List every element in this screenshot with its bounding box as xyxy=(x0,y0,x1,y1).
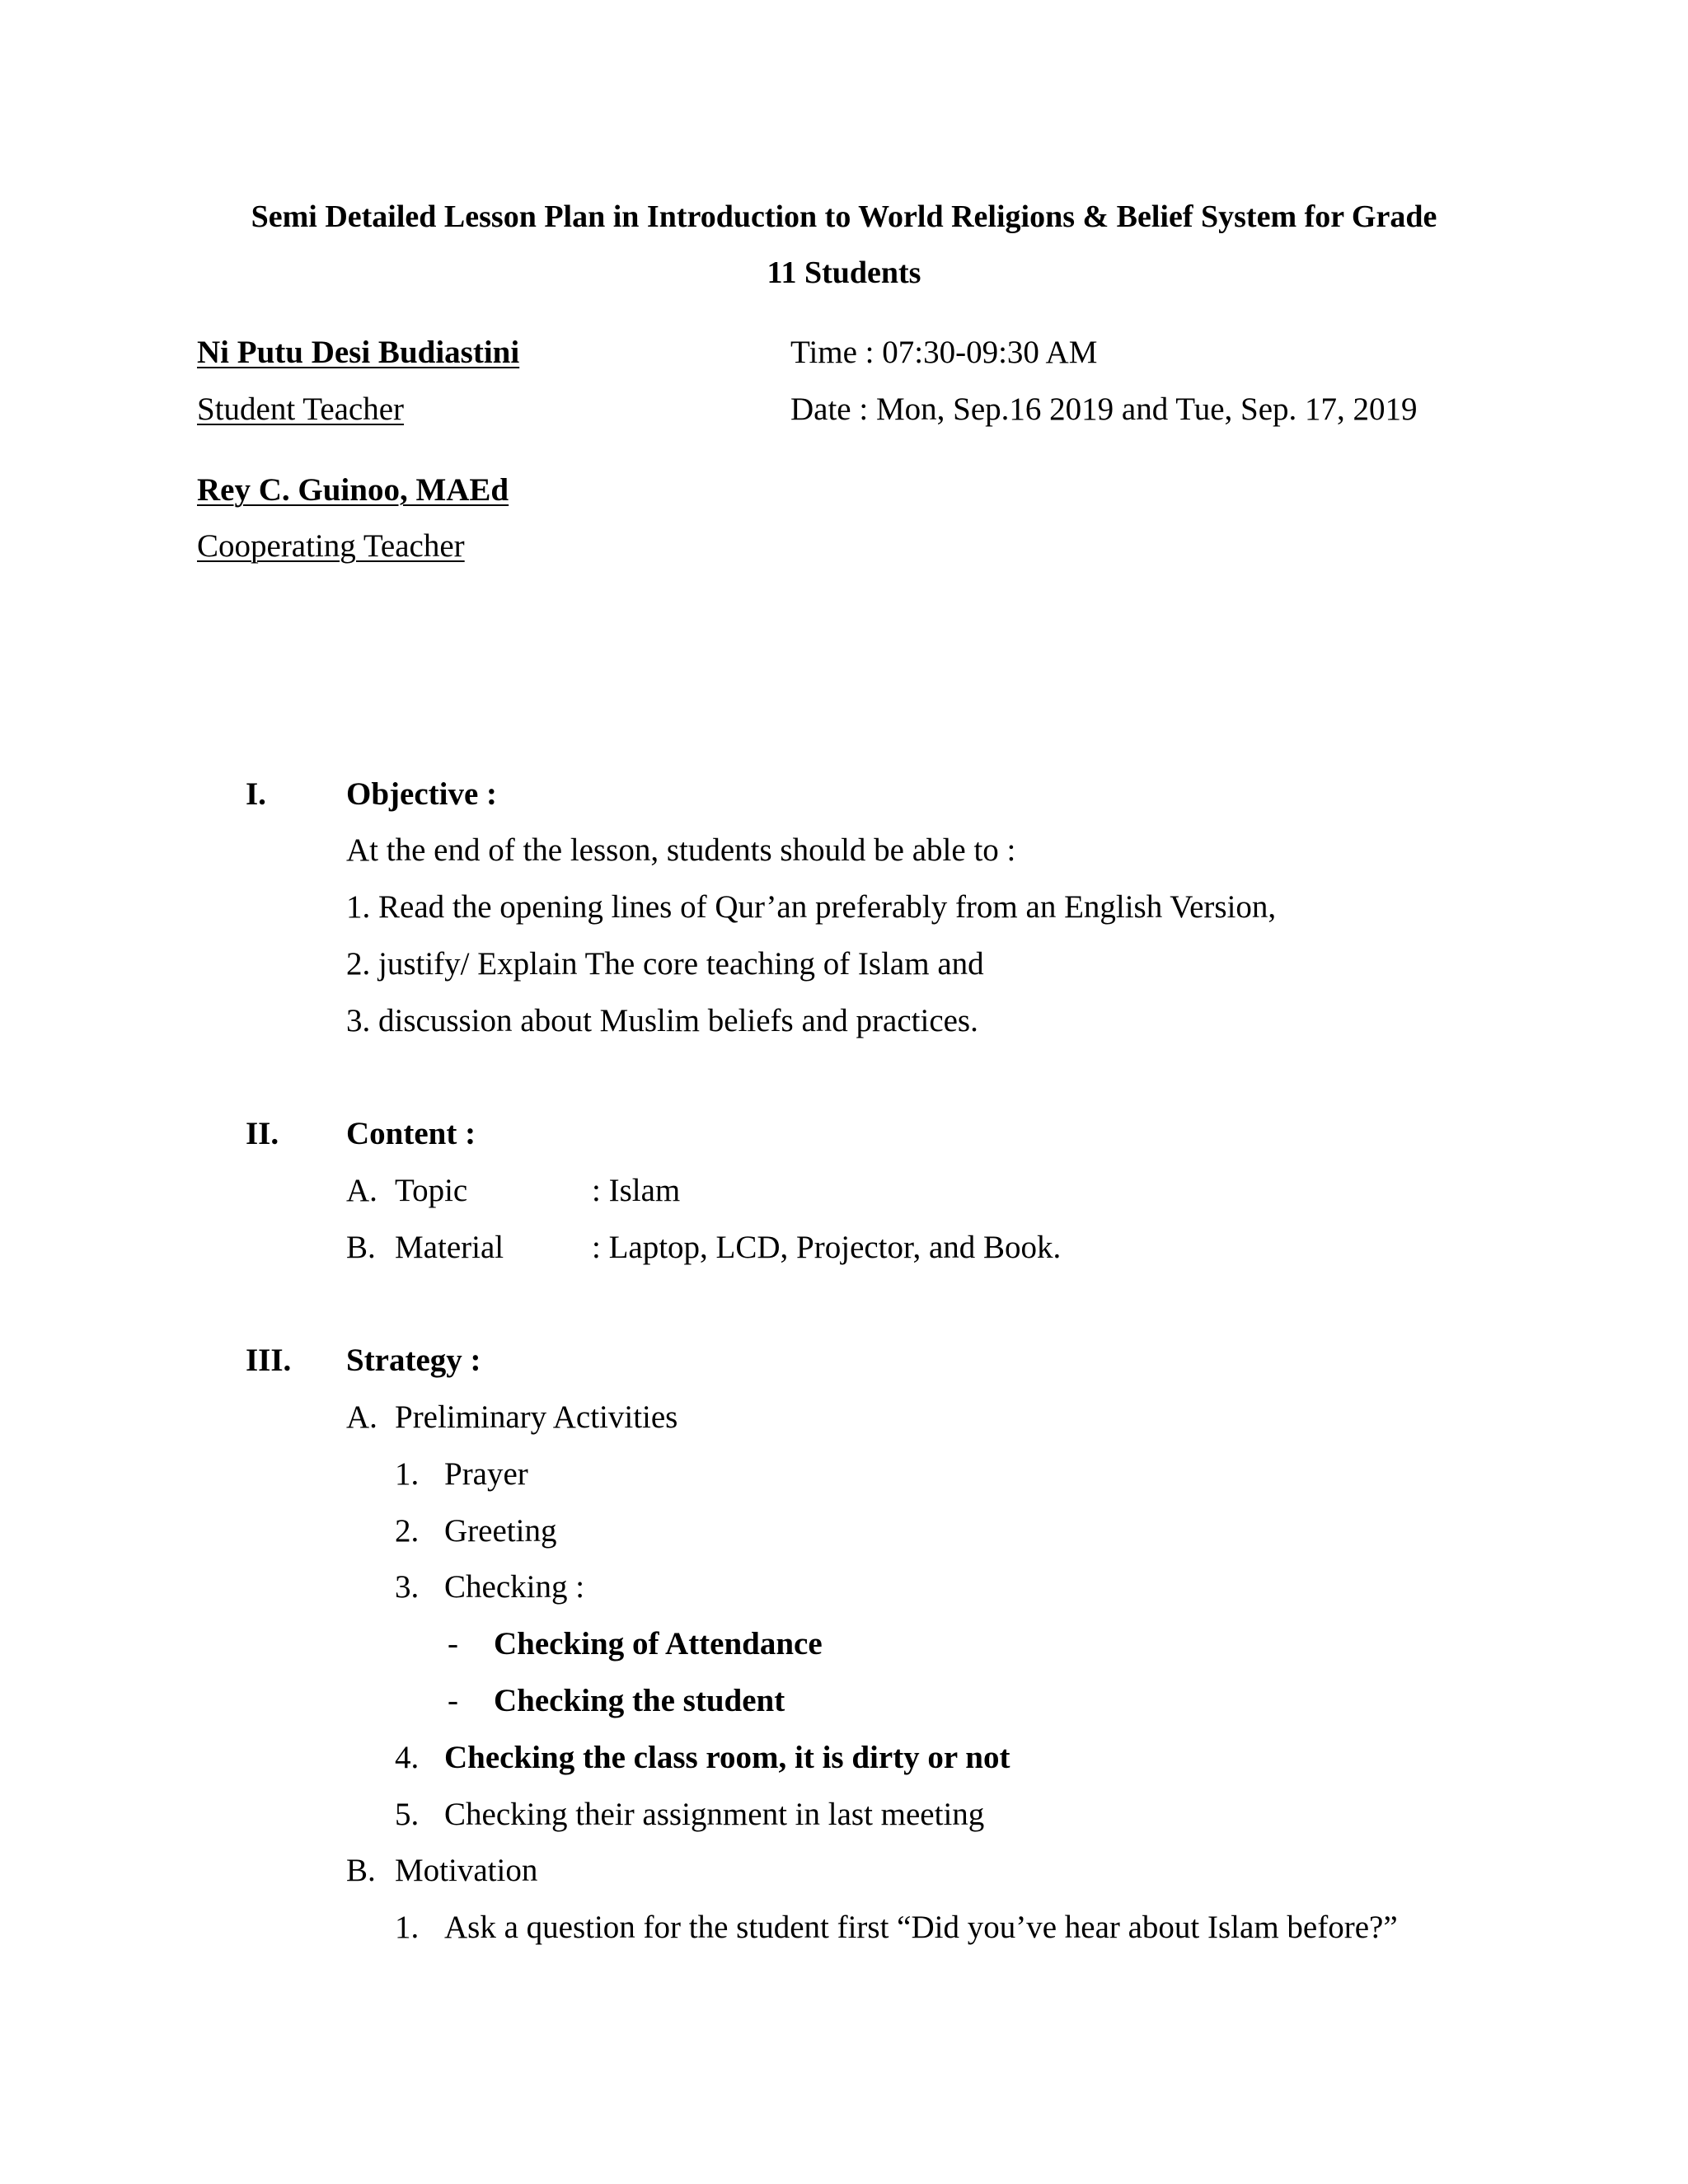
section-objective-numeral: I. xyxy=(246,776,266,812)
list-item: Checking their assignment in last meeting xyxy=(444,1797,985,1832)
section-content-heading: Content : xyxy=(346,1116,476,1151)
list-item: Greeting xyxy=(444,1513,557,1549)
strategy-subsection-letter: A. xyxy=(346,1399,377,1435)
cooperating-teacher-role: Cooperating Teacher xyxy=(197,528,465,564)
section-content-numeral: II. xyxy=(246,1116,279,1151)
section-objective-heading: Objective : xyxy=(346,776,498,812)
sub-item-dash: - xyxy=(448,1626,458,1661)
student-teacher-role: Student Teacher xyxy=(197,391,405,427)
objective-item: 2. justify/ Explain The core teaching of Islam and xyxy=(346,946,984,982)
list-item-number: 3. xyxy=(395,1569,420,1605)
content-row-value: : Islam xyxy=(592,1173,681,1208)
content-row-label: Topic xyxy=(395,1173,468,1208)
section-strategy-heading: Strategy : xyxy=(346,1343,481,1378)
sub-item: Checking the student xyxy=(494,1683,785,1718)
lesson-date: Date : Mon, Sep.16 2019 and Tue, Sep. 17, 2019 xyxy=(790,391,1418,427)
content-row-value: : Laptop, LCD, Projector, and Book. xyxy=(592,1230,1062,1265)
list-item-number: 1. xyxy=(395,1910,420,1945)
objective-item: 1. Read the opening lines of Qur’an preferably from an English Version, xyxy=(346,889,1277,925)
list-item-number: 4. xyxy=(395,1740,420,1775)
student-teacher-name: Ni Putu Desi Budiastini xyxy=(197,335,520,370)
list-item: Checking the class room, it is dirty or not xyxy=(444,1740,1010,1775)
objective-intro: At the end of the lesson, students should be able to : xyxy=(346,832,1016,868)
lesson-time: Time : 07:30-09:30 AM xyxy=(790,335,1098,370)
list-item: Checking : xyxy=(444,1569,585,1605)
document-title-line-2: 11 Students xyxy=(767,255,921,290)
cooperating-teacher-name: Rey C. Guinoo, MAEd xyxy=(197,472,509,508)
content-row-letter: B. xyxy=(346,1230,376,1265)
list-item: Ask a question for the student first “Did you’ve hear about Islam before?” xyxy=(444,1910,1398,1945)
list-item-number: 2. xyxy=(395,1513,420,1549)
strategy-subsection-label: Preliminary Activities xyxy=(395,1399,678,1435)
list-item: Prayer xyxy=(444,1456,528,1492)
document-title-line-1: Semi Detailed Lesson Plan in Introduction to World Religions & Belief System for Grade xyxy=(251,199,1437,234)
strategy-subsection-letter: B. xyxy=(346,1853,376,1888)
sub-item: Checking of Attendance xyxy=(494,1626,823,1661)
list-item-number: 5. xyxy=(395,1797,420,1832)
list-item-number: 1. xyxy=(395,1456,420,1492)
objective-item: 3. discussion about Muslim beliefs and practices. xyxy=(346,1003,978,1038)
section-strategy-numeral: III. xyxy=(246,1343,292,1378)
sub-item-dash: - xyxy=(448,1683,458,1718)
content-row-label: Material xyxy=(395,1230,504,1265)
content-row-letter: A. xyxy=(346,1173,377,1208)
strategy-subsection-label: Motivation xyxy=(395,1853,538,1888)
